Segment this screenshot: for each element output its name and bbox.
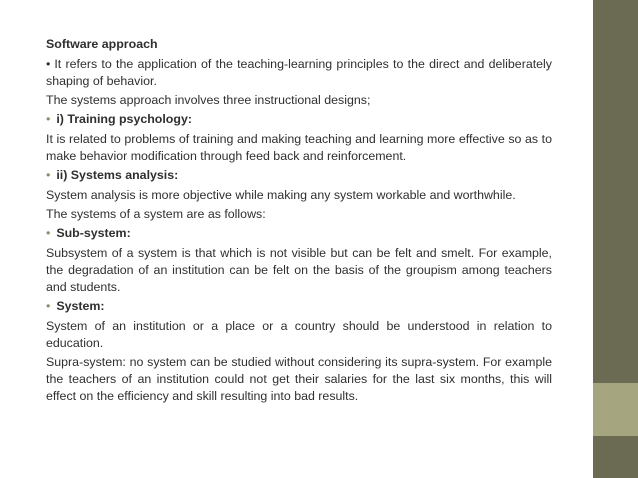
bullet-icon: • xyxy=(46,57,51,71)
system-heading-text: System: xyxy=(56,299,105,313)
bullet-icon: • xyxy=(46,112,51,126)
suprasystem-text: Supra-system: no system can be studied without considering its supra-system. For example the teachers of an institution could not get their salaries for the last six months, this will effect on the efficiency and skill resulting into bad results. xyxy=(46,355,552,403)
analysis-heading xyxy=(46,167,552,184)
bullet-icon: • xyxy=(46,299,51,313)
intro-bullet-text: It refers to the application of the teaching-learning principles to the direct and deliberately shaping of behavior. xyxy=(46,57,552,88)
systems-intro: The systems approach involves three instructional designs; xyxy=(46,93,371,107)
system-heading xyxy=(46,298,552,315)
subsystem-heading xyxy=(46,225,552,242)
training-heading-text: i) Training psychology: xyxy=(56,112,192,126)
subsystem-text: Subsystem of a system is that which is not visible but can be felt and smelt. For example, the degradation of an institution can be felt on the basis of the groupism among teachers and students. xyxy=(46,246,552,294)
bullet-icon: • xyxy=(46,226,51,240)
subsystem-heading-text: Sub-system: xyxy=(56,226,131,240)
slide-content xyxy=(46,36,552,407)
training-text: It is related to problems of training and making teaching and learning more effective so as to make behavior modification through feed back and reinforcement. xyxy=(46,132,552,163)
system-text: System of an institution or a place or a country should be understood in relation to education. xyxy=(46,319,552,350)
systems-of-system: The systems of a system are as follows: xyxy=(46,207,266,221)
bullet-icon: • xyxy=(46,168,51,182)
analysis-heading-text: ii) Systems analysis: xyxy=(56,168,179,182)
side-decoration-accent xyxy=(593,383,638,436)
analysis-text: System analysis is more objective while making any system workable and worthwhile. xyxy=(46,188,516,202)
training-heading xyxy=(46,111,552,128)
intro-bullet xyxy=(46,56,552,90)
slide-heading: Software approach xyxy=(46,37,158,51)
